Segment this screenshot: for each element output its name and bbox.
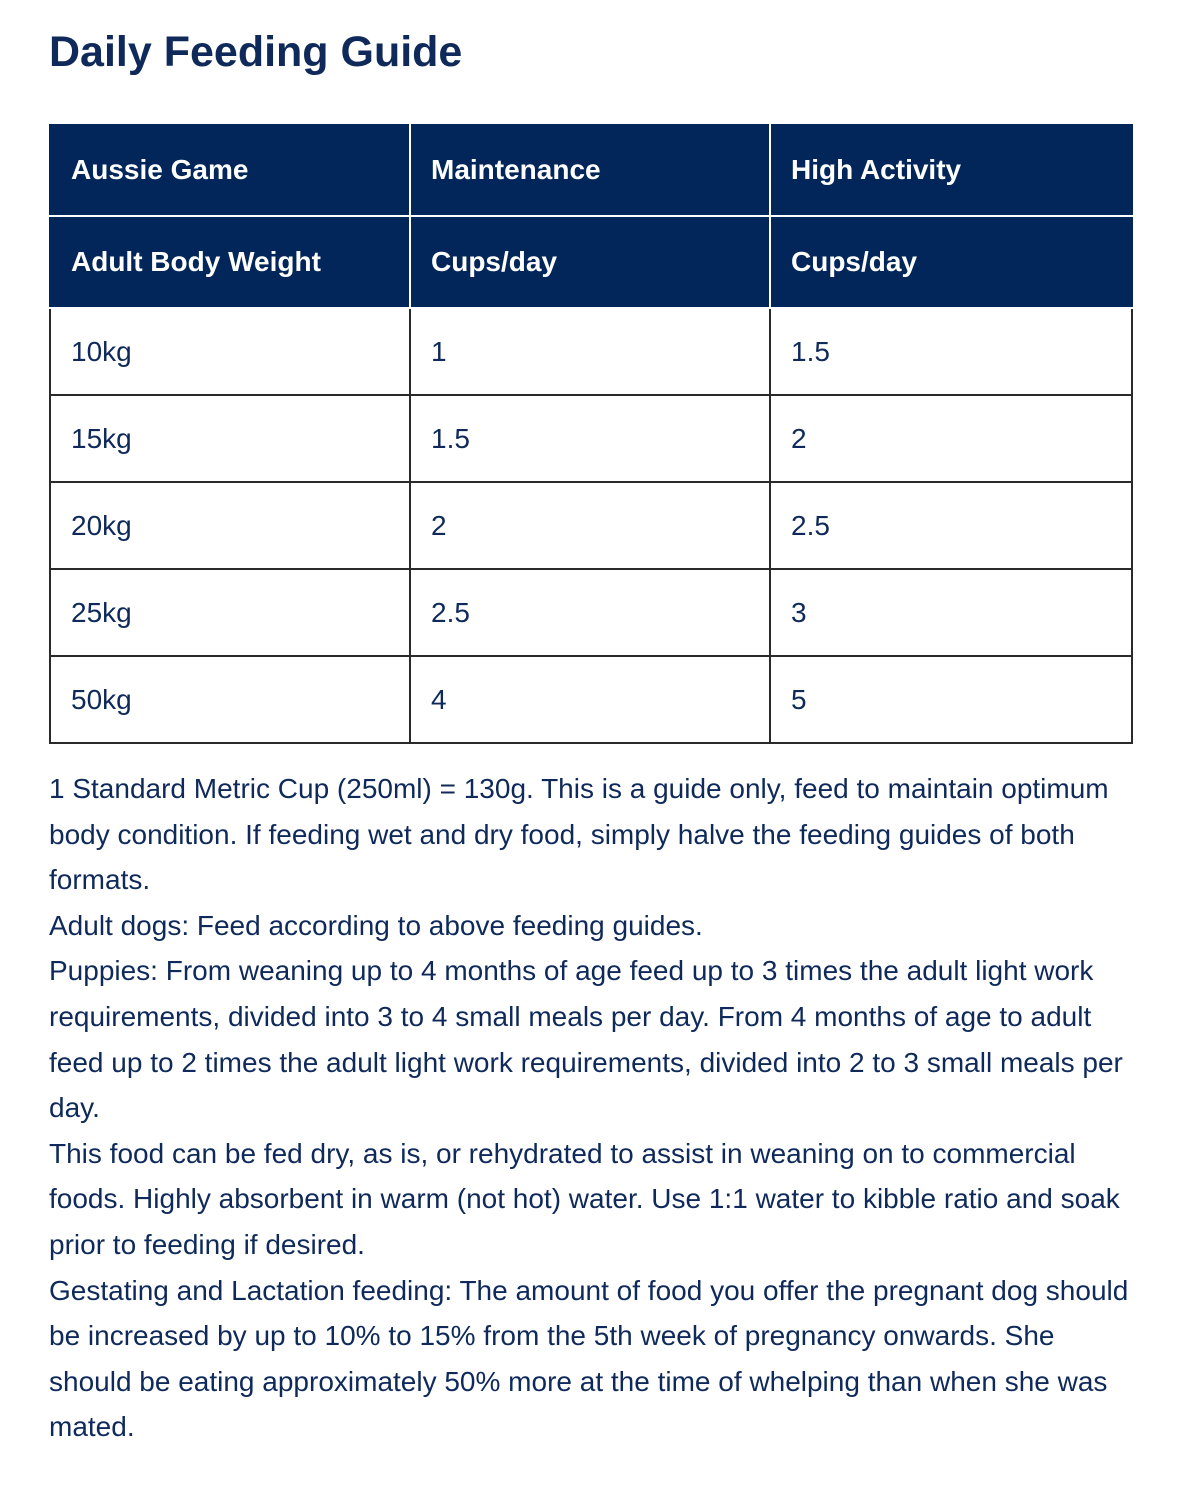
cell-maintenance: 2.5: [410, 569, 770, 656]
cell-weight: 25kg: [50, 569, 410, 656]
table-row: [50, 308, 1132, 395]
header-cell-product: Aussie Game: [50, 124, 410, 216]
note-rehydration: This food can be fed dry, as is, or rehydrated to assist in weaning on to commercial foods. Highly absorbent in warm (not hot) water. Use 1:1 water to kibble ratio and soak prior to feeding if desired.: [49, 1137, 1120, 1260]
note-puppies: Puppies: From weaning up to 4 months of age feed up to 3 times the adult light work requirements, divided into 3 to 4 small meals per day. From 4 months of age to adult feed up to 2 times the adult light work requirements, divided into 2 to 3 small meals per day.: [49, 955, 1123, 1124]
table-header: [50, 124, 1132, 308]
cell-weight: 15kg: [50, 395, 410, 482]
header-row: [50, 124, 1132, 216]
header-cell-body-weight: Adult Body Weight: [50, 216, 410, 308]
table-body: [50, 308, 1132, 743]
cell-high-activity: 5: [770, 656, 1132, 743]
note-gestation-lactation: Gestating and Lactation feeding: The amount of food you offer the pregnant dog should be increased by up to 10% to 15% from the 5th week of pregnancy onwards. She should be eating approximately 50% more at the time of whelping than when she was mated.: [49, 1274, 1129, 1443]
cell-high-activity: 2: [770, 395, 1132, 482]
header-cell-maintenance: Maintenance: [410, 124, 770, 216]
note-adult-dogs: Adult dogs: Feed according to above feeding guides.: [49, 909, 703, 941]
cell-high-activity: 3: [770, 569, 1132, 656]
feeding-notes: [49, 766, 1139, 1450]
table-row: [50, 656, 1132, 743]
cell-weight: 50kg: [50, 656, 410, 743]
table-row: [50, 569, 1132, 656]
cell-weight: 10kg: [50, 308, 410, 395]
cell-maintenance: 2: [410, 482, 770, 569]
note-cup-measure: 1 Standard Metric Cup (250ml) = 130g. This is a guide only, feed to maintain optimum body condition. If feeding wet and dry food, simply halve the feeding guides of both formats.: [49, 773, 1109, 896]
header-cell-high-activity: High Activity: [770, 124, 1132, 216]
cell-maintenance: 4: [410, 656, 770, 743]
table-row: [50, 395, 1132, 482]
cell-high-activity: 1.5: [770, 308, 1132, 395]
page-title: Daily Feeding Guide: [49, 28, 463, 76]
feeding-table: [49, 124, 1133, 744]
table-row: [50, 482, 1132, 569]
cell-weight: 20kg: [50, 482, 410, 569]
cell-maintenance: 1.5: [410, 395, 770, 482]
header-row: [50, 216, 1132, 308]
cell-high-activity: 2.5: [770, 482, 1132, 569]
cell-maintenance: 1: [410, 308, 770, 395]
header-cell-high-activity-unit: Cups/day: [770, 216, 1132, 308]
header-cell-maintenance-unit: Cups/day: [410, 216, 770, 308]
